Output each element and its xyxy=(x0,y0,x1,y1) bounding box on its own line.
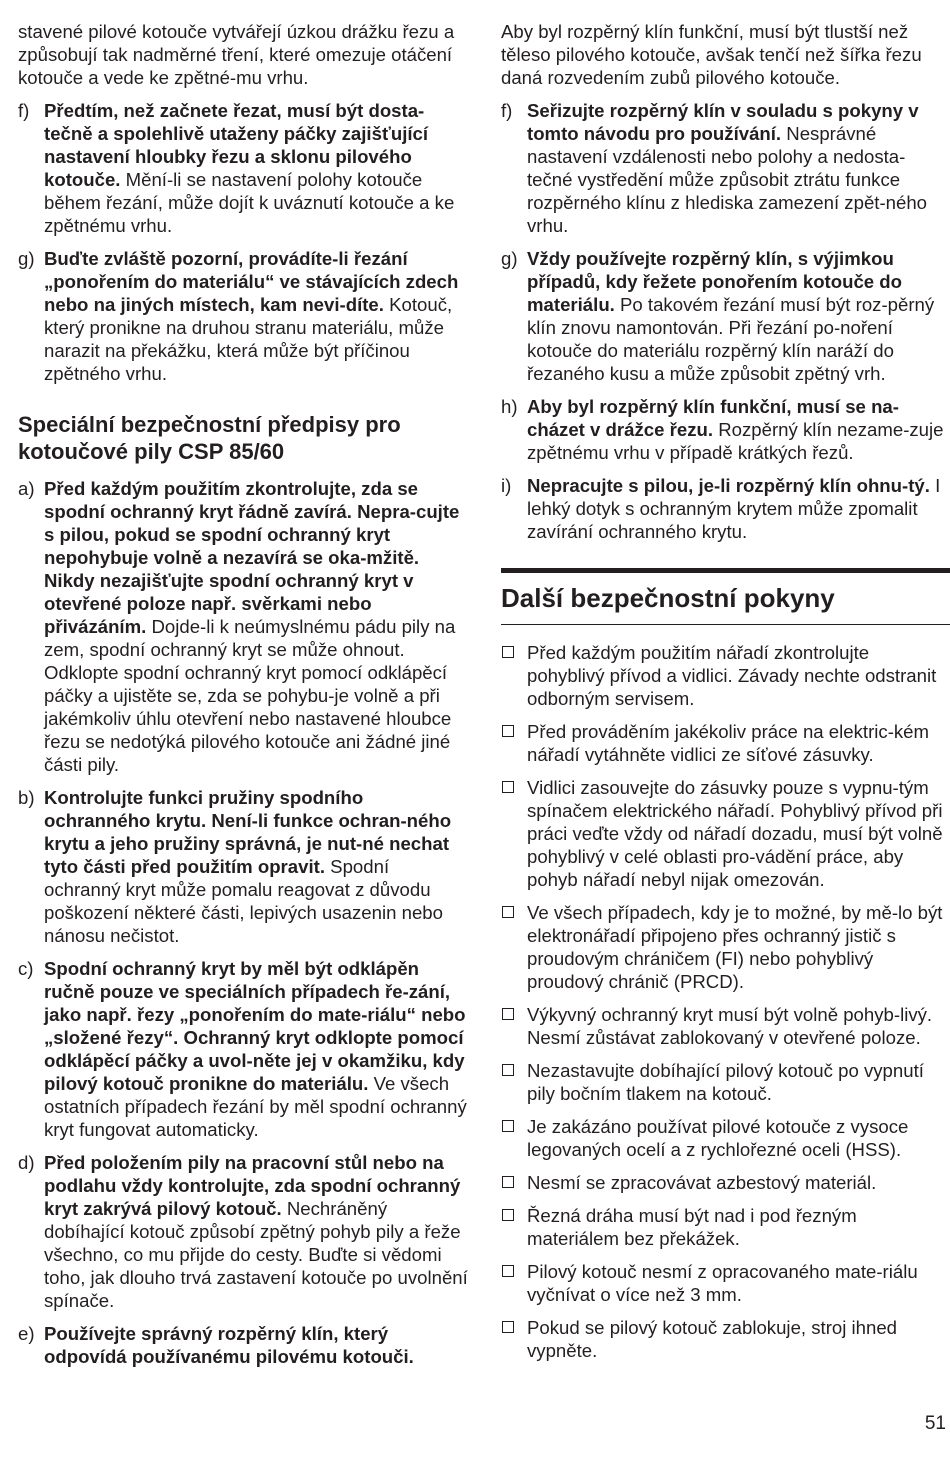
checklist-item xyxy=(501,776,950,891)
item-bold-text: Kontrolujte funkci pružiny spodního ochranného krytu. Není-li funkce ochran-ného krytu a jeho pružiny správná, je nut-né nechat tyto části před použitím opravit. xyxy=(44,787,452,877)
item-text: Spodní ochranný kryt může pomalu reagovat z důvodu poškození některé části, lepivých usazenin nebo nánosu nečistot. xyxy=(44,856,443,946)
checkbox-square-icon xyxy=(502,1321,514,1333)
instruction-a xyxy=(18,477,468,776)
item-marker: h) xyxy=(501,396,518,417)
checklist-item xyxy=(501,1003,950,1049)
checklist-text: Vidlici zasouvejte do zásuvky pouze s vypnu-tým spínačem elektrického nářadí. Pohyblivý přívod při práci veďte vždy od nářadí dozadu, musí být volně pohyblivý v celé oblasti pro-vádění práce, aby pohyb nářadí nebyl nijak omezován. xyxy=(527,777,943,890)
item-bold-text: Používejte správný rozpěrný klín, který odpovídá používanému pilovému kotouči. xyxy=(44,1323,414,1367)
checklist-text: Před prováděním jakékoliv práce na elektric-kém nářadí vytáhněte vidlici ze síťové zásuvky. xyxy=(527,721,930,765)
section-title-additional-safety: Další bezpečnostní pokyny xyxy=(501,568,950,625)
instruction-g-left xyxy=(18,247,468,385)
item-bold-text: Vždy používejte rozpěrný klín, s výjimkou případů, kdy řežete ponořením kotouče do materiálu. xyxy=(527,248,903,315)
item-text: Kotouč, který pronikne na druhou stranu materiálu, může narazit na překážku, která může být příčinou zpětného vrhu. xyxy=(44,294,453,384)
item-text: Dojde-li k neúmyslnému pádu pily na zem, spodní ochranný kryt se může ohnout. Odklopte spodní ochranný kryt pomocí odklápěcí páčky a ujistěte se, zda se pohybu-je volně a při jakémkoliv úhlu otevření nebo nastavené hloubce řezu se nedotýká pilového kotouče ani žádné jiné části pily. xyxy=(44,616,456,775)
item-marker: i) xyxy=(501,475,512,496)
checklist-item xyxy=(501,1059,950,1105)
checklist-text: Před každým použitím nářadí zkontrolujte pohyblivý přívod a vidlici. Závady nechte odstranit odborným servisem. xyxy=(527,642,937,709)
item-marker: g) xyxy=(501,248,518,269)
checklist-item xyxy=(501,1115,950,1161)
checkbox-square-icon xyxy=(502,906,514,918)
item-marker: d) xyxy=(18,1152,35,1173)
checklist-text: Výkyvný ochranný kryt musí být volně pohyb-livý. Nesmí zůstávat zablokovaný v otevřené poloze. xyxy=(527,1004,933,1048)
checklist-text: Ve všech případech, kdy je to možné, by mě-lo být elektronářadí připojeno přes ochranný jistič s proudovým chráničem (FI) nebo pohyblivý proudový chránič (PRCD). xyxy=(527,902,943,992)
item-bold-text: Nepracujte s pilou, je-li rozpěrný klín ohnu-tý. xyxy=(527,475,930,496)
item-marker: a) xyxy=(18,478,35,499)
item-bold-text: Před každým použitím zkontrolujte, zda se spodní ochranný kryt řádně zavírá. Nepra-cujte s pilou, pokud se spodní ochranný kryt nepohybuje volně a nezavírá se oka-mžitě. Nikdy nezajišťujte spodní ochranný kryt v otevřené poloze např. svěrkami nebo přivázáním. xyxy=(44,478,460,637)
right-intro-paragraph: Aby byl rozpěrný klín funkční, musí být tlustší než těleso pilového kotouče, avšak tenčí než šířka řezu daná rozvedením zubů pilového kotouče. xyxy=(501,21,922,88)
checklist-item xyxy=(501,1171,950,1194)
item-bold-text: Před položením pily na pracovní stůl nebo na podlahu vždy kontrolujte, zda spodní ochranný kryt zakrývá pilový kotouč. xyxy=(44,1152,461,1219)
item-marker: f) xyxy=(18,100,30,121)
checkbox-square-icon xyxy=(502,646,514,658)
instruction-c xyxy=(18,957,468,1141)
item-text: Nesprávné nastavení vzdálenosti nebo polohy a nedosta-tečné vystředění může způsobit ztrátu funkce rozpěrného klínu z hlediska zamezení zpět-ného vrhu. xyxy=(527,123,928,236)
checklist-text: Řezná dráha musí být nad i pod řezným materiálem bez překážek. xyxy=(527,1205,857,1249)
item-marker: e) xyxy=(18,1323,35,1344)
item-bold-text: Spodní ochranný kryt by měl být odklápěn ručně pouze ve speciálních případech ře-zání, jako např. řezy „ponořením do mate-riálu“ nebo „složené řezy“. Ochranný kryt odklopte pomocí odklápěcí páčky a uvol-něte jej v okamžiku, kdy pilový kotouč pronikne do materiálu. xyxy=(44,958,466,1094)
item-bold-text: Seřizujte rozpěrný klín v souladu s pokyny v tomto návodu pro používání. xyxy=(527,100,919,144)
item-text: I lehký dotyk s ochranným krytem může zpomalit zavírání ochranného krytu. xyxy=(527,475,941,542)
item-text: Nechráněný dobíhající kotouč způsobí zpětný pohyb pily a řeže všechno, co mu přijde do cesty. Buďte si vědomi toho, jak dlouho trvá zastavení kotouče po uvolnění spínače. xyxy=(44,1198,468,1311)
checklist-text: Pokud se pilový kotouč zablokuje, stroj ihned vypněte. xyxy=(527,1317,898,1361)
checklist-item xyxy=(501,901,950,993)
item-bold-text: Předtím, než začnete řezat, musí být dosta-tečně a spolehlivě utaženy páčky zajišťující nastavení hloubky řezu a sklonu pilového kotouče. xyxy=(44,100,429,190)
item-text: Ve všech ostatních případech řezání by měl spodní ochranný kryt fungovat automaticky. xyxy=(44,1073,467,1140)
item-text: Mění-li se nastavení polohy kotouče během řezání, může dojít k uváznutí kotouče a ke zpětnému vrhu. xyxy=(44,169,455,236)
item-text: Po takovém řezání musí být roz-pěrný klín znovu namontován. Při řezání po-noření kotouče do materiálu rozpěrný klín naráží do řezaného kusu a může způsobit zpětný vrh. xyxy=(527,294,935,384)
checkbox-square-icon xyxy=(502,1064,514,1076)
section-heading-special-safety: Speciální bezpečnostní předpisy pro kotoučové pily CSP 85/60 xyxy=(18,412,401,464)
checklist-text: Nezastavujte dobíhající pilový kotouč po vypnutí pily bočním tlakem na kotouč. xyxy=(527,1060,924,1104)
checkbox-square-icon xyxy=(502,1209,514,1221)
item-marker: g) xyxy=(18,248,35,269)
checklist-text: Pilový kotouč nesmí z opracovaného mate-riálu vyčnívat o více než 3 mm. xyxy=(527,1261,918,1305)
checkbox-square-icon xyxy=(502,1176,514,1188)
item-bold-text: Aby byl rozpěrný klín funkční, musí se na-cházet v drážce řezu. xyxy=(527,396,899,440)
item-text: Rozpěrný klín nezame-zuje zpětnému vrhu v případě krátkých řezů. xyxy=(527,419,944,463)
instruction-i xyxy=(501,474,950,543)
checklist-text: Nesmí se zpracovávat azbestový materiál. xyxy=(527,1172,877,1193)
instruction-b xyxy=(18,786,468,947)
checkbox-square-icon xyxy=(502,1120,514,1132)
checklist-item xyxy=(501,1204,950,1250)
instruction-f-right xyxy=(501,99,950,237)
instruction-f-left xyxy=(18,99,468,237)
instruction-h xyxy=(501,395,950,464)
checklist-item xyxy=(501,641,950,710)
checkbox-square-icon xyxy=(502,1265,514,1277)
checklist-item xyxy=(501,1260,950,1306)
checkbox-square-icon xyxy=(502,725,514,737)
left-intro-paragraph: stavené pilové kotouče vytvářejí úzkou drážku řezu a způsobují tak nadměrné tření, které omezuje otáčení kotouče a vede ke zpětné-mu vrhu. xyxy=(18,21,455,88)
checklist-text: Je zakázáno používat pilové kotouče z vysoce legovaných ocelí a z rychlořezné oceli (HSS). xyxy=(527,1116,909,1160)
instruction-d xyxy=(18,1151,468,1312)
item-marker: f) xyxy=(501,100,513,121)
right-column xyxy=(501,20,950,1372)
instruction-g-right xyxy=(501,247,950,385)
checklist-item xyxy=(501,1316,950,1362)
item-marker: b) xyxy=(18,787,35,808)
checkbox-square-icon xyxy=(502,781,514,793)
instruction-e xyxy=(18,1322,468,1368)
checkbox-square-icon xyxy=(502,1008,514,1020)
item-marker: c) xyxy=(18,958,34,979)
checklist-item xyxy=(501,720,950,766)
item-bold-text: Buďte zvláště pozorní, provádíte-li řezání „ponořením do materiálu“ ve stávajících zdech nebo na jiných místech, kam nevi-díte. xyxy=(44,248,459,315)
left-column xyxy=(18,20,468,1378)
page-number: 51 xyxy=(924,1413,946,1434)
